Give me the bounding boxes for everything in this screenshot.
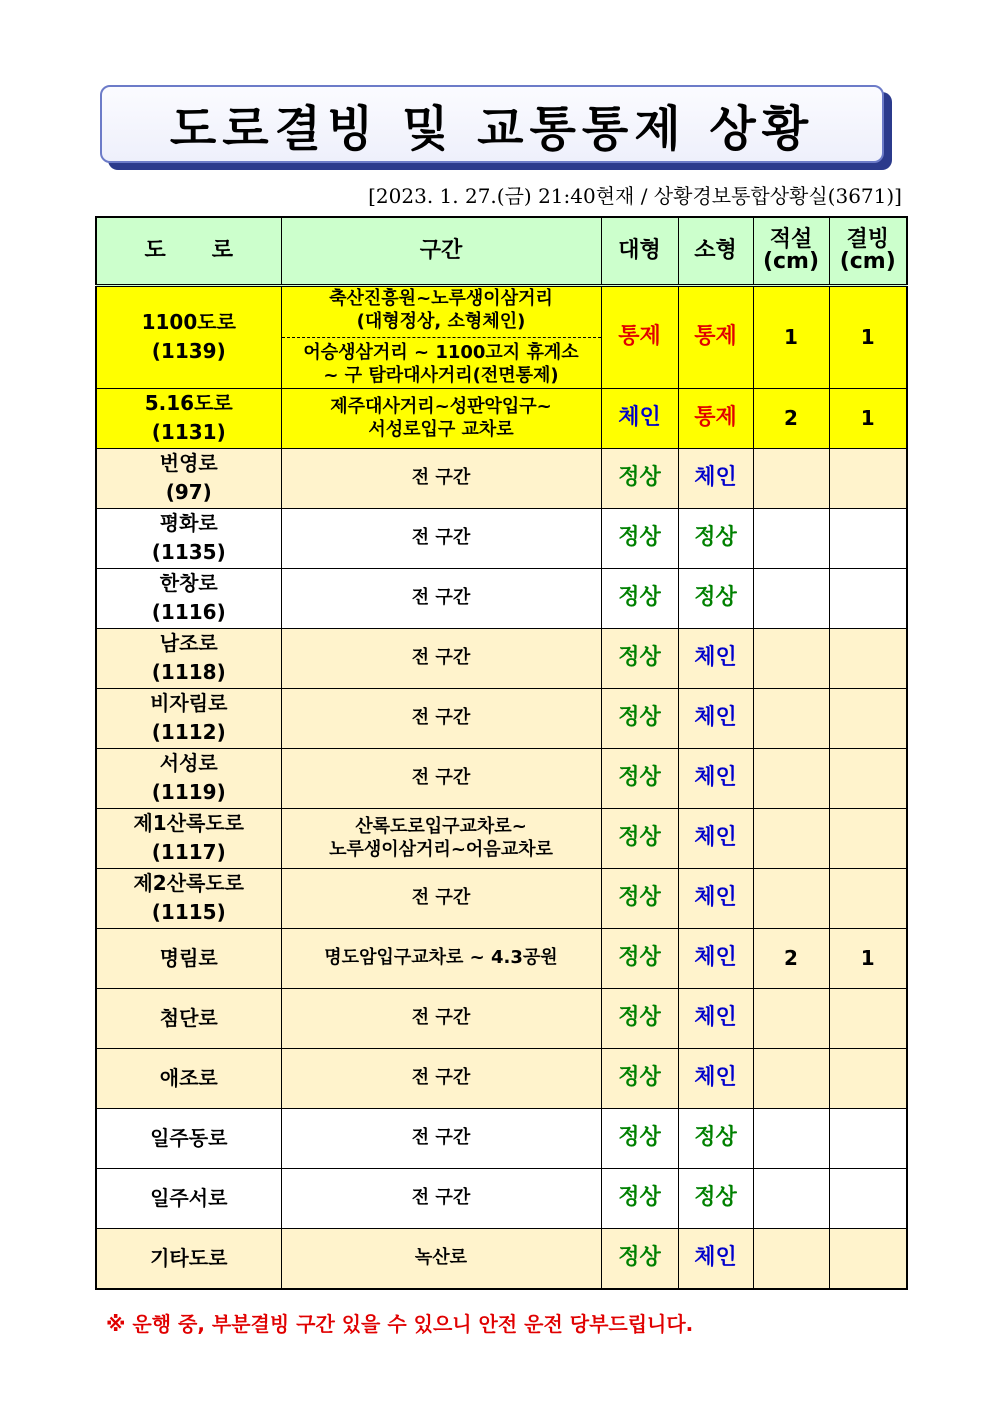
large-vehicle-status: 정상 bbox=[601, 808, 678, 868]
road-number: (1135) bbox=[151, 540, 226, 565]
road-label: 서성로 bbox=[159, 751, 218, 776]
road-section: 전 구간 bbox=[281, 868, 601, 928]
road-section: 전 구간 bbox=[281, 1108, 601, 1168]
road-name bbox=[96, 688, 281, 748]
road-name bbox=[96, 388, 281, 448]
section-line: 산록도로입구교차로~ bbox=[355, 815, 527, 837]
snow-depth: 1 bbox=[753, 286, 829, 389]
table-row bbox=[96, 1048, 907, 1108]
road-section: 전 구간 bbox=[281, 448, 601, 508]
large-vehicle-status: 정상 bbox=[601, 568, 678, 628]
header-ice bbox=[829, 217, 907, 286]
table-row bbox=[96, 286, 907, 389]
road-section: 명도암입구교차로 ~ 4.3공원 bbox=[281, 928, 601, 988]
small-vehicle-status: 체인 bbox=[678, 808, 753, 868]
road-name: 일주동로 bbox=[96, 1108, 281, 1168]
ice-depth bbox=[829, 868, 907, 928]
road-label: 제2산록도로 bbox=[133, 871, 245, 896]
table-row bbox=[96, 508, 907, 568]
large-vehicle-status: 정상 bbox=[601, 1228, 678, 1289]
small-vehicle-status: 정상 bbox=[678, 568, 753, 628]
road-number: (1115) bbox=[151, 900, 226, 925]
small-vehicle-status: 정상 bbox=[678, 508, 753, 568]
road-section bbox=[281, 808, 601, 868]
large-vehicle-status: 정상 bbox=[601, 1048, 678, 1108]
road-section bbox=[281, 388, 601, 448]
road-number: (1116) bbox=[151, 600, 226, 625]
road-name bbox=[96, 508, 281, 568]
road-label: 평화로 bbox=[159, 511, 218, 536]
small-vehicle-status: 통제 bbox=[678, 388, 753, 448]
small-vehicle-status: 체인 bbox=[678, 628, 753, 688]
table-row bbox=[96, 1228, 907, 1289]
large-vehicle-status: 정상 bbox=[601, 748, 678, 808]
road-name bbox=[96, 628, 281, 688]
road-label: 번영로 bbox=[159, 451, 218, 476]
header-road: 도 로 bbox=[96, 217, 281, 286]
road-section bbox=[281, 286, 601, 389]
road-section: 전 구간 bbox=[281, 1048, 601, 1108]
large-vehicle-status: 정상 bbox=[601, 1168, 678, 1228]
ice-depth bbox=[829, 508, 907, 568]
page-title: 도로결빙 및 교통통제 상황 bbox=[169, 100, 815, 157]
table-row bbox=[96, 448, 907, 508]
road-name bbox=[96, 286, 281, 389]
table-header bbox=[96, 217, 907, 286]
ice-depth bbox=[829, 1048, 907, 1108]
table-row bbox=[96, 928, 907, 988]
header-large: 대형 bbox=[601, 217, 678, 286]
road-number: (1112) bbox=[151, 720, 226, 745]
road-label: 1100도로 bbox=[141, 310, 236, 335]
small-vehicle-status: 통제 bbox=[678, 286, 753, 389]
road-number: (1117) bbox=[151, 840, 226, 865]
snow-depth bbox=[753, 508, 829, 568]
road-section: 전 구간 bbox=[281, 748, 601, 808]
small-vehicle-status: 체인 bbox=[678, 928, 753, 988]
road-name: 명림로 bbox=[96, 928, 281, 988]
snow-depth: 2 bbox=[753, 388, 829, 448]
road-name bbox=[96, 568, 281, 628]
road-name bbox=[96, 448, 281, 508]
ice-depth bbox=[829, 1168, 907, 1228]
section-line: ~ 구 탐라대사거리(전면통제) bbox=[323, 365, 559, 387]
small-vehicle-status: 체인 bbox=[678, 1228, 753, 1289]
ice-depth bbox=[829, 1228, 907, 1289]
road-number: (1131) bbox=[151, 420, 226, 445]
large-vehicle-status: 정상 bbox=[601, 508, 678, 568]
small-vehicle-status: 체인 bbox=[678, 868, 753, 928]
section-line: 제주대사거리~성판악입구~ bbox=[330, 395, 552, 417]
snow-depth bbox=[753, 688, 829, 748]
snow-depth bbox=[753, 1228, 829, 1289]
snow-depth: 2 bbox=[753, 928, 829, 988]
table-row bbox=[96, 388, 907, 448]
road-name bbox=[96, 748, 281, 808]
large-vehicle-status: 정상 bbox=[601, 1108, 678, 1168]
section-line: (대형정상, 소형체인) bbox=[356, 311, 526, 333]
road-section: 전 구간 bbox=[281, 1168, 601, 1228]
section-divider bbox=[282, 337, 601, 388]
road-section: 전 구간 bbox=[281, 988, 601, 1048]
section-line: 서성로입구 교차로 bbox=[368, 419, 514, 441]
section-line: 노루생이삼거리~어음교차로 bbox=[329, 839, 553, 861]
safety-notice: ※ 운행 중, 부분결빙 구간 있을 수 있으니 안전 운전 당부드립니다. bbox=[106, 1312, 694, 1336]
road-number: (97) bbox=[165, 480, 212, 505]
road-label: 제1산록도로 bbox=[133, 811, 245, 836]
road-name: 일주서로 bbox=[96, 1168, 281, 1228]
ice-depth bbox=[829, 568, 907, 628]
small-vehicle-status: 체인 bbox=[678, 748, 753, 808]
table-row bbox=[96, 748, 907, 808]
snow-depth bbox=[753, 1048, 829, 1108]
section-line: 축산진흥원~노루생이삼거리 bbox=[329, 288, 553, 309]
ice-depth bbox=[829, 1108, 907, 1168]
road-number: (1139) bbox=[151, 339, 226, 364]
ice-depth: 1 bbox=[829, 928, 907, 988]
table-row bbox=[96, 628, 907, 688]
large-vehicle-status: 정상 bbox=[601, 928, 678, 988]
header-snow bbox=[753, 217, 829, 286]
road-label: 남조로 bbox=[159, 631, 218, 656]
snow-depth bbox=[753, 1168, 829, 1228]
table-row bbox=[96, 868, 907, 928]
large-vehicle-status: 정상 bbox=[601, 988, 678, 1048]
report-timestamp: [2023. 1. 27.(금) 21:40현재 / 상황경보통합상황실(3671)] bbox=[368, 184, 902, 208]
snow-depth bbox=[753, 808, 829, 868]
ice-depth bbox=[829, 808, 907, 868]
ice-depth bbox=[829, 448, 907, 508]
header-section: 구간 bbox=[281, 217, 601, 286]
road-number: (1118) bbox=[151, 660, 226, 685]
title-box bbox=[100, 85, 884, 163]
ice-depth bbox=[829, 748, 907, 808]
road-name bbox=[96, 868, 281, 928]
table-row bbox=[96, 688, 907, 748]
ice-depth: 1 bbox=[829, 388, 907, 448]
road-status-table bbox=[95, 216, 908, 1290]
large-vehicle-status: 정상 bbox=[601, 628, 678, 688]
large-vehicle-status: 정상 bbox=[601, 448, 678, 508]
section-line: 어승생삼거리 ~ 1100고지 휴게소 bbox=[303, 341, 579, 363]
road-name: 애조로 bbox=[96, 1048, 281, 1108]
snow-depth bbox=[753, 748, 829, 808]
ice-depth bbox=[829, 988, 907, 1048]
ice-depth bbox=[829, 688, 907, 748]
ice-depth bbox=[829, 628, 907, 688]
header-ice-label: 결빙 bbox=[846, 227, 889, 252]
road-name: 기타도로 bbox=[96, 1228, 281, 1289]
large-vehicle-status: 정상 bbox=[601, 688, 678, 748]
large-vehicle-status: 체인 bbox=[601, 388, 678, 448]
snow-depth bbox=[753, 568, 829, 628]
road-section: 전 구간 bbox=[281, 568, 601, 628]
snow-depth bbox=[753, 988, 829, 1048]
table-row bbox=[96, 1108, 907, 1168]
ice-depth: 1 bbox=[829, 286, 907, 389]
table-row bbox=[96, 1168, 907, 1228]
road-label: 한창로 bbox=[159, 571, 218, 596]
large-vehicle-status: 통제 bbox=[601, 286, 678, 389]
snow-depth bbox=[753, 448, 829, 508]
snow-depth bbox=[753, 628, 829, 688]
road-section: 전 구간 bbox=[281, 508, 601, 568]
header-ice-unit: (cm) bbox=[839, 249, 896, 274]
header-snow-unit: (cm) bbox=[762, 249, 820, 274]
table-row bbox=[96, 988, 907, 1048]
road-label: 5.16도로 bbox=[144, 391, 233, 416]
small-vehicle-status: 체인 bbox=[678, 688, 753, 748]
small-vehicle-status: 체인 bbox=[678, 988, 753, 1048]
snow-depth bbox=[753, 1108, 829, 1168]
header-snow-label: 적설 bbox=[769, 227, 813, 252]
road-section: 녹산로 bbox=[281, 1228, 601, 1289]
road-name: 첨단로 bbox=[96, 988, 281, 1048]
table-row bbox=[96, 808, 907, 868]
table-row bbox=[96, 568, 907, 628]
small-vehicle-status: 체인 bbox=[678, 1048, 753, 1108]
small-vehicle-status: 정상 bbox=[678, 1108, 753, 1168]
road-number: (1119) bbox=[151, 780, 226, 805]
snow-depth bbox=[753, 868, 829, 928]
small-vehicle-status: 체인 bbox=[678, 448, 753, 508]
road-name bbox=[96, 808, 281, 868]
road-section: 전 구간 bbox=[281, 628, 601, 688]
road-label: 비자림로 bbox=[150, 691, 228, 716]
large-vehicle-status: 정상 bbox=[601, 868, 678, 928]
header-small: 소형 bbox=[678, 217, 753, 286]
small-vehicle-status: 정상 bbox=[678, 1168, 753, 1228]
road-section: 전 구간 bbox=[281, 688, 601, 748]
